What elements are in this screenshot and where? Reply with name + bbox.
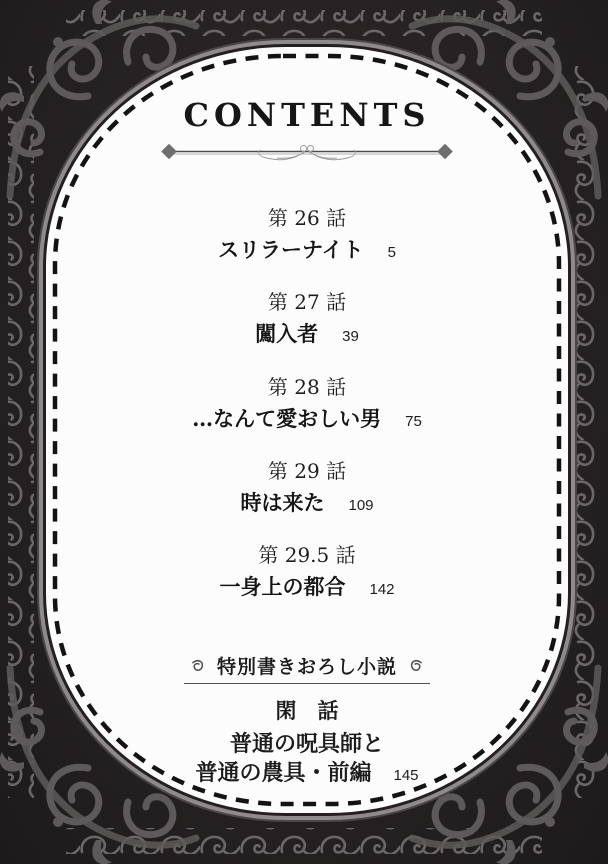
title-divider [157, 141, 457, 163]
divider-diamond-left [161, 144, 177, 160]
chapter-entry [255, 289, 359, 347]
chapter-number: 第 29 話 [267, 458, 347, 483]
chapter-page-number: 75 [405, 412, 422, 430]
chapter-title: 時は来た [240, 489, 325, 515]
chapter-page-number: 109 [348, 496, 374, 514]
special-badge [184, 652, 430, 684]
special-badge-label: 特別書きおろし小説 [216, 656, 397, 679]
contents-panel [46, 47, 568, 813]
chapter-entry [218, 205, 396, 263]
swirl-icon-right [409, 658, 424, 673]
special-section [184, 652, 430, 789]
chapter-number: 第 28 話 [267, 374, 347, 399]
special-title-line2: 普通の農具・前編 [195, 760, 372, 787]
chapter-page-number: 5 [387, 244, 396, 261]
chapter-entry [219, 542, 394, 600]
chapter-entry [240, 458, 373, 516]
special-chapter: 閑 話 [275, 698, 339, 724]
chapter-number: 第 29.5 話 [258, 543, 356, 568]
chapter-title: スリラーナイト [218, 237, 364, 262]
swirl-icon-left [190, 658, 205, 673]
special-title-line1: 普通の呪具師と [229, 730, 384, 757]
contents-body [46, 47, 568, 813]
divider-center-ornament [259, 146, 356, 160]
chapter-title: 闖入者 [255, 321, 319, 347]
chapter-page-number: 142 [369, 581, 395, 599]
chapter-title: 一身上の都合 [219, 574, 346, 600]
chapter-entry [192, 374, 422, 432]
chapter-number: 第 26 話 [267, 206, 347, 230]
chapter-title: …なんて愛おしい男 [192, 405, 382, 431]
divider-diamond-right [437, 144, 453, 160]
special-page-number: 145 [393, 767, 419, 785]
page-title: CONTENTS [183, 96, 431, 134]
chapter-page-number: 39 [342, 328, 359, 346]
chapter-number: 第 27 話 [267, 290, 347, 315]
chapter-list [192, 205, 422, 626]
